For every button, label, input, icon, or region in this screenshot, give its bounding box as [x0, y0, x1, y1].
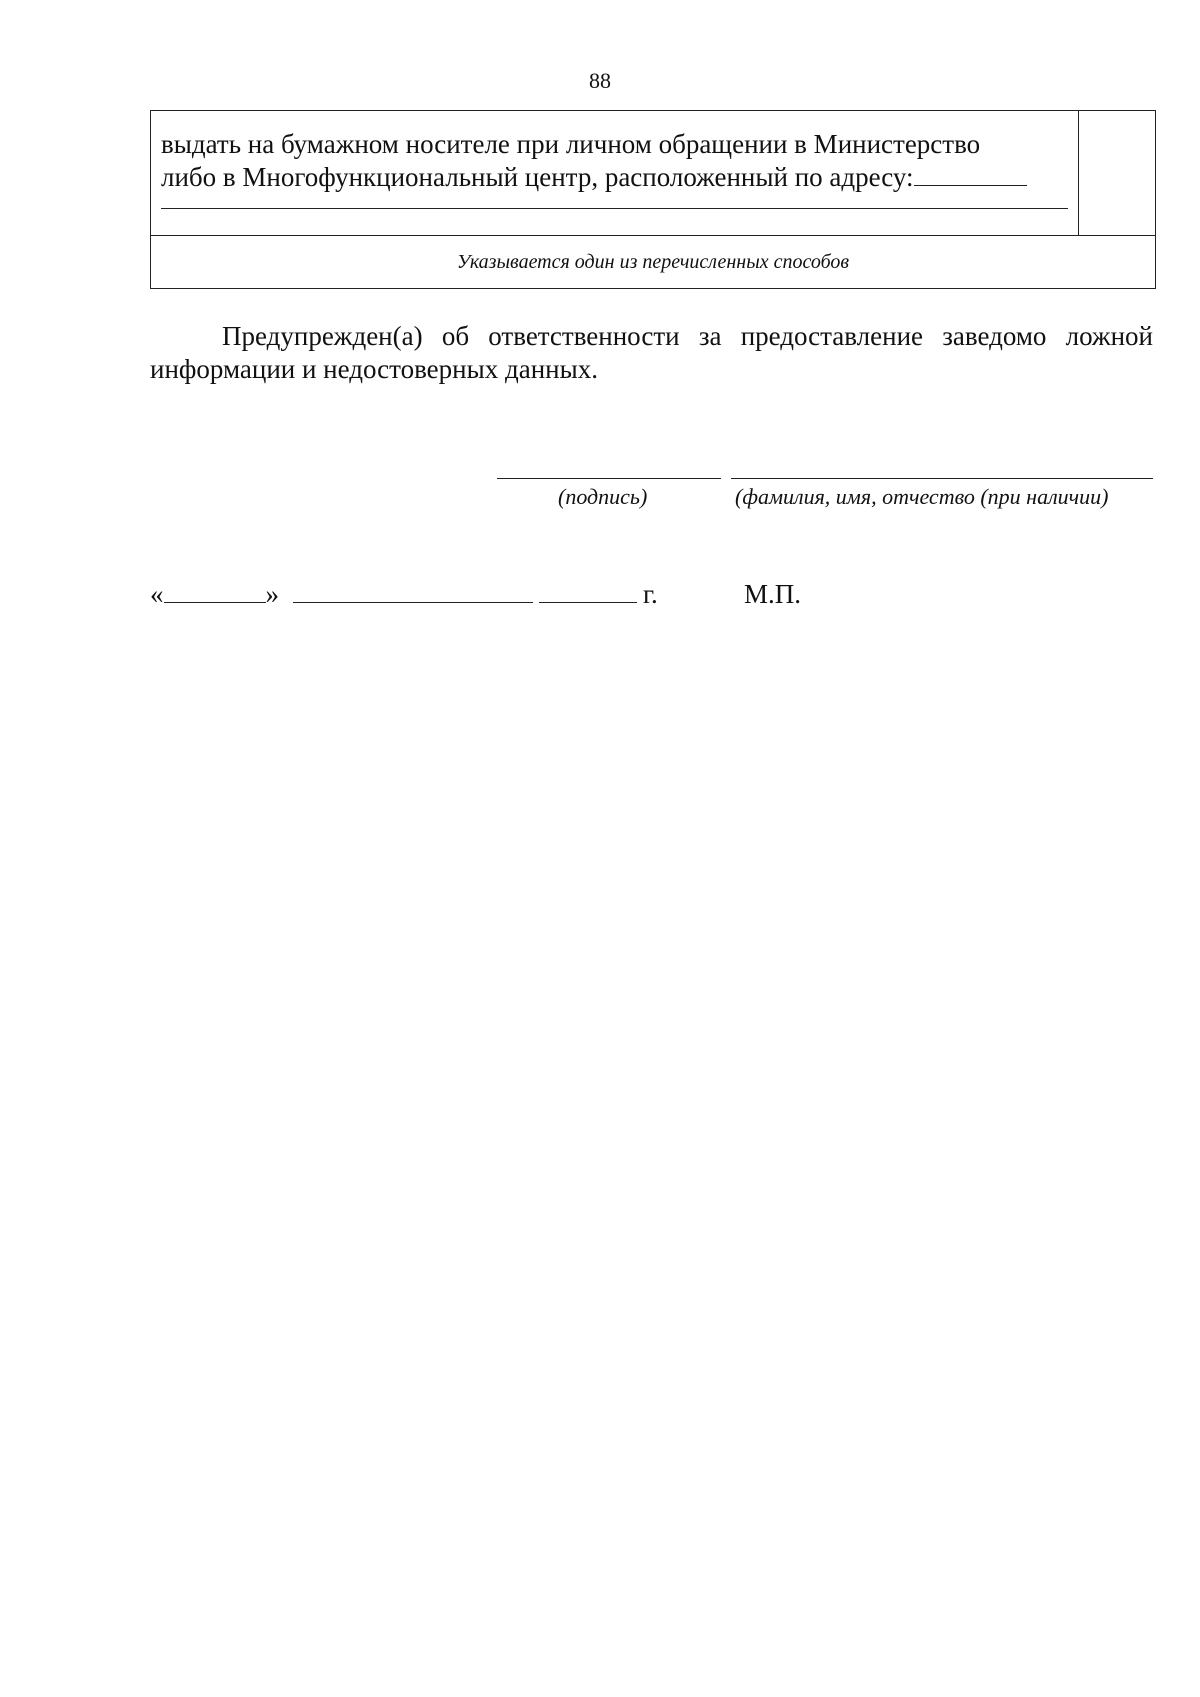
stamp-label: М.П. [744, 579, 802, 609]
delivery-option-line-2 [161, 161, 1068, 194]
delivery-option-text [151, 111, 1078, 194]
table-note: Указывается один из перечисленных способов [151, 236, 1156, 289]
date-year-blank[interactable] [539, 580, 637, 603]
liability-warning: Предупрежден(а) об ответственности за предоставление заведомо ложной информации и недостоверных данных. [150, 321, 1153, 384]
delivery-option-line-1: выдать на бумажном носителе при личном обращении в Министерство [161, 129, 981, 159]
date-close-quote: » [265, 579, 279, 609]
full-name-line[interactable] [731, 478, 1153, 479]
page-number: 88 [589, 68, 611, 93]
date-month-blank[interactable] [293, 580, 533, 603]
full-name-caption: (фамилия, имя, отчество (при наличии) [735, 484, 1109, 509]
table-row [151, 236, 1156, 289]
date-row [150, 578, 658, 610]
option-checkbox-cell[interactable] [1079, 111, 1156, 236]
address-blank-line[interactable] [161, 208, 1068, 209]
delivery-option-cell [151, 111, 1079, 236]
date-day-blank[interactable] [164, 580, 266, 603]
year-suffix: г. [643, 579, 658, 609]
delivery-method-table [150, 110, 1156, 289]
table-row [151, 111, 1156, 236]
signature-caption: (подпись) [558, 484, 648, 509]
address-blank[interactable] [914, 161, 1027, 186]
delivery-option-line-2-text: либо в Многофункциональный центр, расположенный по адресу: [161, 162, 914, 192]
date-open-quote: « [150, 579, 164, 609]
signature-line[interactable] [497, 478, 721, 479]
